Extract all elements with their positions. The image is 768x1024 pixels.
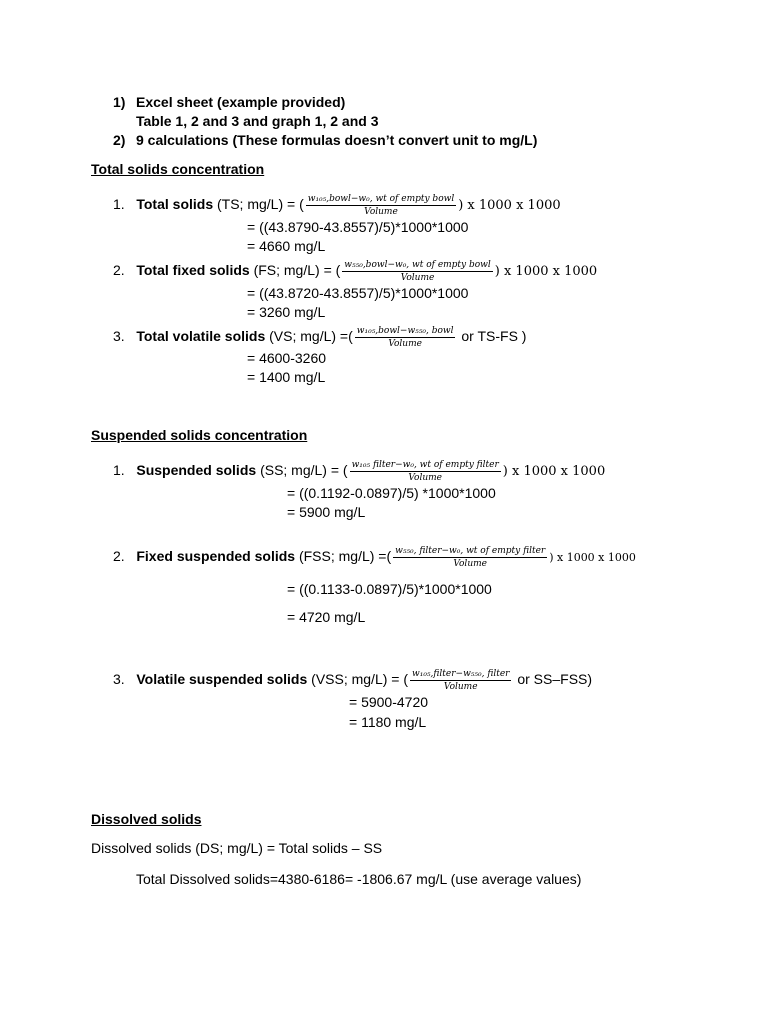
calc-result: = 1180 mg/L [349, 714, 427, 730]
formula-fraction [355, 326, 456, 349]
formula-number: 1. [113, 196, 125, 213]
fraction-numerator: w₁₀₅ filter−w₀, wt of empty filter [351, 460, 499, 470]
formula-name: Total solids [136, 196, 214, 213]
formula-suffix: ) x 1000 x 1000 [502, 464, 606, 480]
calc-line: = ((0.1192-0.0897)/5) *1000*1000 [287, 485, 496, 501]
formula-fraction [350, 460, 501, 483]
calc-result: = 4720 mg/L [287, 609, 366, 625]
list-item-1-line1: Excel sheet (example provided) [136, 94, 346, 110]
fraction-denominator: Volume [443, 682, 478, 692]
list-item-2: 9 calculations (These formulas doesn’t convert unit to mg/L) [136, 132, 538, 148]
formula-fraction [306, 194, 456, 217]
formula-number: 2. [113, 548, 125, 565]
list-number-1: 1) [113, 94, 126, 110]
fraction-numerator: w₁₀₅,filter−w₅₅₀, filter [412, 669, 510, 679]
formula-suffix: or SS–FSS) [517, 671, 593, 688]
list-item-1-line2: Table 1, 2 and 3 and graph 1, 2 and 3 [136, 113, 379, 129]
fraction-numerator: w₁₀₅,bowl−w₅₅₀, bowl [356, 326, 454, 336]
fraction-denominator: Volume [408, 473, 443, 483]
formula-suffix: or TS-FS ) [461, 328, 527, 345]
formula-name: Volatile suspended solids [136, 671, 308, 688]
formula-suffix: ) x 1000 x 1000 [494, 264, 598, 280]
formula-prefix: (VS; mg/L) =( [269, 328, 353, 345]
formula-fraction [410, 669, 511, 692]
fraction-denominator: Volume [400, 273, 435, 283]
calc-line: = 5900-4720 [349, 694, 429, 710]
fraction-denominator: Volume [364, 207, 398, 217]
formula-prefix: (FS; mg/L) = ( [253, 262, 341, 279]
fraction-denominator: Volume [388, 339, 422, 349]
dissolved-solids-definition: Dissolved solids (DS; mg/L) = Total solids – SS [91, 840, 383, 856]
total-dissolved-solids-calc: Total Dissolved solids=4380-6186= -1806.67 mg/L (use average values) [136, 871, 582, 887]
formula-ss [113, 460, 605, 483]
formula-ts [113, 194, 561, 217]
fraction-denominator: Volume [453, 559, 487, 569]
formula-fs [113, 260, 597, 283]
formula-number: 1. [113, 462, 125, 479]
section-heading-total-solids: Total solids concentration [91, 161, 265, 177]
formula-number: 2. [113, 262, 125, 279]
calc-result: = 4660 mg/L [247, 238, 326, 254]
formula-number: 3. [113, 671, 125, 688]
formula-name: Fixed suspended solids [136, 548, 296, 565]
formula-prefix: (TS; mg/L) = ( [217, 196, 304, 213]
formula-name: Total fixed solids [136, 262, 250, 279]
formula-suffix: ) x 1000 x 1000 [458, 198, 561, 214]
calc-line: = 4600-3260 [247, 350, 327, 366]
section-heading-dissolved-solids: Dissolved solids [91, 811, 202, 827]
formula-name: Suspended solids [136, 462, 257, 479]
section-heading-suspended-solids: Suspended solids concentration [91, 427, 308, 443]
calc-line: = ((0.1133-0.0897)/5)*1000*1000 [287, 581, 492, 597]
formula-vs [113, 326, 526, 349]
formula-prefix: (VSS; mg/L) = ( [311, 671, 409, 688]
calc-result: = 1400 mg/L [247, 369, 326, 385]
calc-line: = ((43.8720-43.8557)/5)*1000*1000 [247, 285, 469, 301]
calc-line: = ((43.8790-43.8557)/5)*1000*1000 [247, 219, 469, 235]
formula-prefix: (FSS; mg/L) =( [298, 548, 392, 565]
formula-fss [113, 546, 636, 569]
formula-prefix: (SS; mg/L) = ( [260, 462, 348, 479]
formula-suffix: ) x 1000 x 1000 [549, 551, 636, 565]
fraction-numerator: w₁₀₅,bowl−w₀, wt of empty bowl [307, 194, 455, 204]
list-number-2: 2) [113, 132, 126, 148]
calc-result: = 5900 mg/L [287, 504, 366, 520]
formula-fraction [393, 546, 547, 569]
formula-name: Total volatile solids [136, 328, 266, 345]
formula-vss [113, 669, 592, 692]
formula-number: 3. [113, 328, 125, 345]
fraction-numerator: w₅₅₀, filter−w₀, wt of empty filter [395, 546, 546, 556]
formula-fraction [342, 260, 492, 283]
calc-result: = 3260 mg/L [247, 304, 326, 320]
fraction-numerator: w₅₅₀,bowl−w₀, wt of empty bowl [344, 260, 491, 270]
